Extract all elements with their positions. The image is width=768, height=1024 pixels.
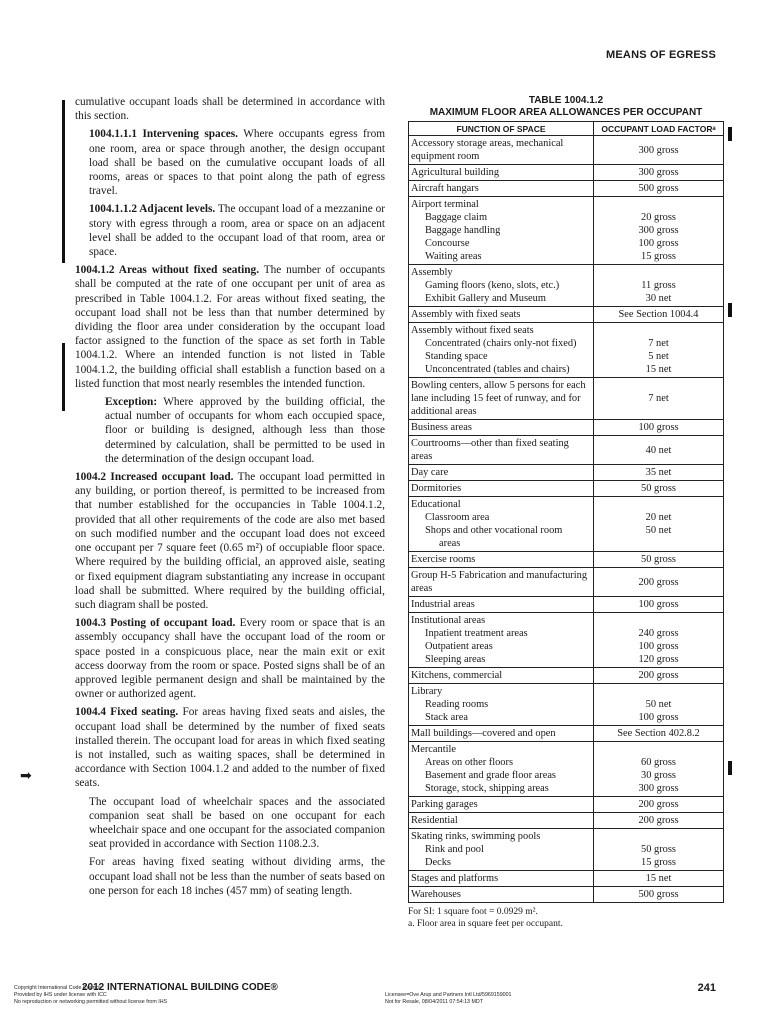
sub-function: Classroom area xyxy=(425,512,490,523)
table-row xyxy=(409,668,724,684)
load-factor: 300 gross xyxy=(638,783,679,794)
load-factor-cell xyxy=(594,742,724,797)
function-cell: Kitchens, commercial xyxy=(409,668,594,684)
table-row xyxy=(409,323,724,378)
function-cell: Mall buildings—covered and open xyxy=(409,726,594,742)
group-heading: Assembly without fixed seats xyxy=(411,325,534,336)
section-heading: 1004.1.1.1 Intervening spaces. xyxy=(89,128,238,141)
footnote-a: a. Floor area in square feet per occupant. xyxy=(408,919,563,929)
paragraph: The occupant load of wheelchair spaces and the associated companion seat shall be based on one occupant for each wheelchair space and one occupant for the associated companion seat provided in accordance with Section 1108.2.3. xyxy=(89,795,385,851)
footer-book-title: 2012 INTERNATIONAL BUILDING CODE® xyxy=(82,982,278,993)
load-factor-cell: 35 net xyxy=(594,465,724,481)
exception-heading: Exception: xyxy=(105,396,158,409)
load-factor: 20 gross xyxy=(641,212,676,223)
copyright-line: Provided by IHS under license with ICC xyxy=(14,992,107,998)
footer-license xyxy=(385,992,511,1006)
occupant-load-table-block xyxy=(408,95,724,930)
table-row xyxy=(409,552,724,568)
sub-function: Shops and other vocational room xyxy=(425,525,563,536)
function-cell: Bowling centers, allow 5 persons for each lane including 15 feet of runway, and for additional areas xyxy=(409,378,594,420)
load-factor-cell: 50 gross xyxy=(594,552,724,568)
function-cell xyxy=(409,323,594,378)
sub-function: Baggage claim xyxy=(425,212,488,223)
function-cell xyxy=(409,613,594,668)
function-cell: Warehouses xyxy=(409,887,594,903)
table-number: TABLE 1004.1.2 xyxy=(528,95,604,106)
load-factor-cell: 40 net xyxy=(594,436,724,465)
section-body: Every room or space that is an assembly occupancy shall have the occupant load of the room or space posted in a conspicuous place, near the main exit or exit access doorway from the room or space. Posted signs shall be of an approved legible permanent design and shall be maintained by the owner or authorized agent. xyxy=(75,617,385,701)
load-factor: 100 gross xyxy=(638,238,679,249)
sub-function: Standing space xyxy=(425,351,488,362)
load-factor: 50 gross xyxy=(641,844,676,855)
table-row xyxy=(409,813,724,829)
table-row xyxy=(409,136,724,165)
table-title xyxy=(408,95,724,119)
load-factor-cell xyxy=(594,684,724,726)
table-row xyxy=(409,829,724,871)
load-factor: 30 gross xyxy=(641,770,676,781)
function-cell: Day care xyxy=(409,465,594,481)
sub-function: Sleeping areas xyxy=(425,654,486,665)
load-factor: 11 gross xyxy=(641,280,676,291)
exception xyxy=(75,395,385,466)
table-row xyxy=(409,887,724,903)
table-caption: MAXIMUM FLOOR AREA ALLOWANCES PER OCCUPANT xyxy=(429,107,703,118)
sub-function: Rink and pool xyxy=(425,844,484,855)
sub-function: Gaming floors (keno, slots, etc.) xyxy=(425,280,560,291)
section-1004-4 xyxy=(75,705,385,790)
table-row xyxy=(409,420,724,436)
load-factor-cell: 200 gross xyxy=(594,797,724,813)
sub-function: Stack area xyxy=(425,712,468,723)
function-cell: Exercise rooms xyxy=(409,552,594,568)
sub-function: Concourse xyxy=(425,238,470,249)
load-factor: 120 gross xyxy=(638,654,679,665)
function-cell: Dormitories xyxy=(409,481,594,497)
table-row xyxy=(409,871,724,887)
sub-function: Decks xyxy=(425,857,451,868)
load-factor-cell: 300 gross xyxy=(594,165,724,181)
group-heading: Institutional areas xyxy=(411,615,486,626)
group-heading: Skating rinks, swimming pools xyxy=(411,831,541,842)
load-factor: 5 net xyxy=(648,351,669,362)
function-cell: Parking garages xyxy=(409,797,594,813)
si-conversion-note: For SI: 1 square foot = 0.0929 m². xyxy=(408,907,538,917)
load-factor: 15 net xyxy=(645,364,672,375)
table-row xyxy=(409,307,724,323)
function-cell xyxy=(409,265,594,307)
function-cell: Assembly with fixed seats xyxy=(409,307,594,323)
function-cell xyxy=(409,742,594,797)
table-row xyxy=(409,265,724,307)
table-notes xyxy=(408,906,724,930)
section-heading: 1004.2 Increased occupant load. xyxy=(75,471,234,484)
table-header-row xyxy=(409,122,724,136)
load-factor: 240 gross xyxy=(638,628,679,639)
load-factor-cell: See Section 1004.4 xyxy=(594,307,724,323)
table-row xyxy=(409,378,724,420)
section-1004-2 xyxy=(75,470,385,612)
section-1004-3 xyxy=(75,616,385,701)
load-factor-cell xyxy=(594,497,724,552)
load-factor-cell: 300 gross xyxy=(594,136,724,165)
group-heading: Airport terminal xyxy=(411,199,479,210)
table-row xyxy=(409,742,724,797)
table-row xyxy=(409,165,724,181)
sub-function: Outpatient areas xyxy=(425,641,493,652)
table-row xyxy=(409,684,724,726)
table-row xyxy=(409,726,724,742)
load-factor-cell xyxy=(594,613,724,668)
table-row xyxy=(409,436,724,465)
sub-function: Storage, stock, shipping areas xyxy=(425,783,549,794)
license-line: Licensee=Ove Arup and Partners Intl Ltd/5969159001 xyxy=(385,992,512,998)
table-row xyxy=(409,797,724,813)
load-factor-cell: 100 gross xyxy=(594,597,724,613)
load-factor: 7 net xyxy=(648,338,669,349)
section-body: The number of occupants shall be computed at the rate of one occupant per unit of area as prescribed in Table 1004.1.2. For areas without fixed seating, the occupant load shall not be less than that number determined by dividing the floor area under consideration by the occupant load factor assigned to the function of the space as set forth in Table 1004.1.2. Where an intended function is not listed in Table 1004.1.2, the building official shall establish a function based on a listed function that most nearly resembles the intended function. xyxy=(75,264,385,390)
function-cell: Agricultural building xyxy=(409,165,594,181)
function-cell: Group H-5 Fabrication and manufacturing areas xyxy=(409,568,594,597)
section-heading: 1004.1.1.2 Adjacent levels. xyxy=(89,203,216,216)
occupant-load-table xyxy=(408,121,724,903)
load-factor: 60 gross xyxy=(641,757,676,768)
function-cell: Industrial areas xyxy=(409,597,594,613)
function-cell: Aircraft hangars xyxy=(409,181,594,197)
load-factor-cell: 200 gross xyxy=(594,668,724,684)
load-factor-cell xyxy=(594,197,724,265)
section-heading: 1004.1.2 Areas without fixed seating. xyxy=(75,264,260,277)
function-cell: Stages and platforms xyxy=(409,871,594,887)
function-cell: Accessory storage areas, mechanical equipment room xyxy=(409,136,594,165)
section-body: The occupant load of a mezzanine or story with egress through a room, area or space on an adjacent level shall be added to the occupant load of that room, area or space. xyxy=(89,203,385,259)
load-factor: 15 gross xyxy=(641,857,676,868)
exception-body: Where approved by the building official, the actual number of occupants for whom each occupied space, floor or building is designed, although less than those determined by calculation, shall be permitted to be used in the determination of the design occupant load. xyxy=(105,396,385,465)
sub-function: Baggage handling xyxy=(425,225,501,236)
function-cell: Business areas xyxy=(409,420,594,436)
sub-function: Exhibit Gallery and Museum xyxy=(425,293,546,304)
table-row xyxy=(409,465,724,481)
margin-change-bar xyxy=(728,761,732,775)
sub-function: Reading rooms xyxy=(425,699,489,710)
function-cell xyxy=(409,497,594,552)
group-heading: Assembly xyxy=(411,267,453,278)
sub-function: Inpatient treatment areas xyxy=(425,628,528,639)
function-cell xyxy=(409,197,594,265)
sub-function: Waiting areas xyxy=(425,251,482,262)
sub-function: Basement and grade floor areas xyxy=(425,770,556,781)
load-factor-cell: 15 net xyxy=(594,871,724,887)
table-row xyxy=(409,197,724,265)
section-body: The occupant load permitted in any building, or portion thereof, is permitted to be increased from that number established for the occupancies in Table 1004.1.2, provided that all other requirements of the code are also met based on such modified number and the occupant load does not exceed one occupant per 7 square feet (0.65 m²) of occupiable floor space. Where required by the building official, an approved aisle, seating or fixed equipment diagram substantiating any increase in occupant load shall be submitted. Where required by the building official, such diagram shall be posted. xyxy=(75,471,385,611)
load-factor: 300 gross xyxy=(638,225,679,236)
section-body: For areas having fixed seats and aisles, the occupant load shall be determined by the number of fixed seats installed therein. The occupant load for areas in which fixed seating is not installed, such as waiting spaces, shall be determined in accordance with Section 1004.1.2 and added to the number of fixed seats. xyxy=(75,706,386,790)
section-1004-1-1-1 xyxy=(75,127,385,198)
paragraph: For areas having fixed seating without dividing arms, the occupant load shall not be less than the number of seats based on one person for each 18 inches (457 mm) of seating length. xyxy=(89,856,385,897)
sub-function: Concentrated (chairs only-not fixed) xyxy=(425,338,577,349)
section-1004-1-1-2 xyxy=(75,202,385,259)
column-header: FUNCTION OF SPACE xyxy=(409,122,594,136)
sub-function-continued: areas xyxy=(439,538,461,549)
load-factor-cell: 200 gross xyxy=(594,813,724,829)
column-header: OCCUPANT LOAD FACTORᵃ xyxy=(594,122,724,136)
deletion-arrow-icon: ➡ xyxy=(20,768,32,784)
function-cell xyxy=(409,829,594,871)
function-cell: Courtrooms—other than fixed seating areas xyxy=(409,436,594,465)
body-text-column xyxy=(75,95,385,902)
load-factor-cell: 500 gross xyxy=(594,887,724,903)
table-row xyxy=(409,497,724,552)
load-factor-cell xyxy=(594,829,724,871)
margin-change-bar xyxy=(728,303,732,317)
load-factor: 30 net xyxy=(645,293,672,304)
running-head: MEANS OF EGRESS xyxy=(606,49,716,61)
load-factor-cell xyxy=(594,323,724,378)
change-bar xyxy=(62,100,65,263)
license-line: Not for Resale, 08/04/2011 07:54:13 MDT xyxy=(385,999,483,1005)
margin-change-bar xyxy=(728,127,732,141)
table-row xyxy=(409,613,724,668)
load-factor-cell: 50 gross xyxy=(594,481,724,497)
load-factor-cell xyxy=(594,265,724,307)
paragraph: cumulative occupant loads shall be determined in accordance with this section. xyxy=(75,96,385,123)
table-row xyxy=(409,181,724,197)
table-row xyxy=(409,568,724,597)
page-number: 241 xyxy=(697,982,716,994)
load-factor-cell: 200 gross xyxy=(594,568,724,597)
load-factor: 100 gross xyxy=(638,712,679,723)
sub-function: Areas on other floors xyxy=(425,757,514,768)
sub-function: Unconcentrated (tables and chairs) xyxy=(425,364,570,375)
group-heading: Mercantile xyxy=(411,744,457,755)
load-factor: 100 gross xyxy=(638,641,679,652)
function-cell xyxy=(409,684,594,726)
load-factor: 20 net xyxy=(645,512,672,523)
change-bar xyxy=(62,343,65,411)
table-row xyxy=(409,597,724,613)
copyright-line: No reproduction or networking permitted without license from IHS xyxy=(14,999,168,1005)
load-factor-cell: 100 gross xyxy=(594,420,724,436)
section-heading: 1004.3 Posting of occupant load. xyxy=(75,617,236,630)
table-row xyxy=(409,481,724,497)
section-heading: 1004.4 Fixed seating. xyxy=(75,706,179,719)
section-body: Where occupants egress from one room, area or space through another, the design occupant load shall be based on the cumulative occupant loads of all rooms, areas or spaces to that point along the path of egress travel. xyxy=(89,128,386,198)
load-factor: 15 gross xyxy=(641,251,676,262)
copyright-line: Copyright International Code Council xyxy=(14,985,101,991)
group-heading: Library xyxy=(411,686,443,697)
group-heading: Educational xyxy=(411,499,461,510)
section-1004-1-2 xyxy=(75,263,385,391)
load-factor: 50 net xyxy=(645,525,672,536)
function-cell: Residential xyxy=(409,813,594,829)
load-factor-cell: 500 gross xyxy=(594,181,724,197)
load-factor-cell: See Section 402.8.2 xyxy=(594,726,724,742)
load-factor-cell: 7 net xyxy=(594,378,724,420)
load-factor: 50 net xyxy=(645,699,672,710)
